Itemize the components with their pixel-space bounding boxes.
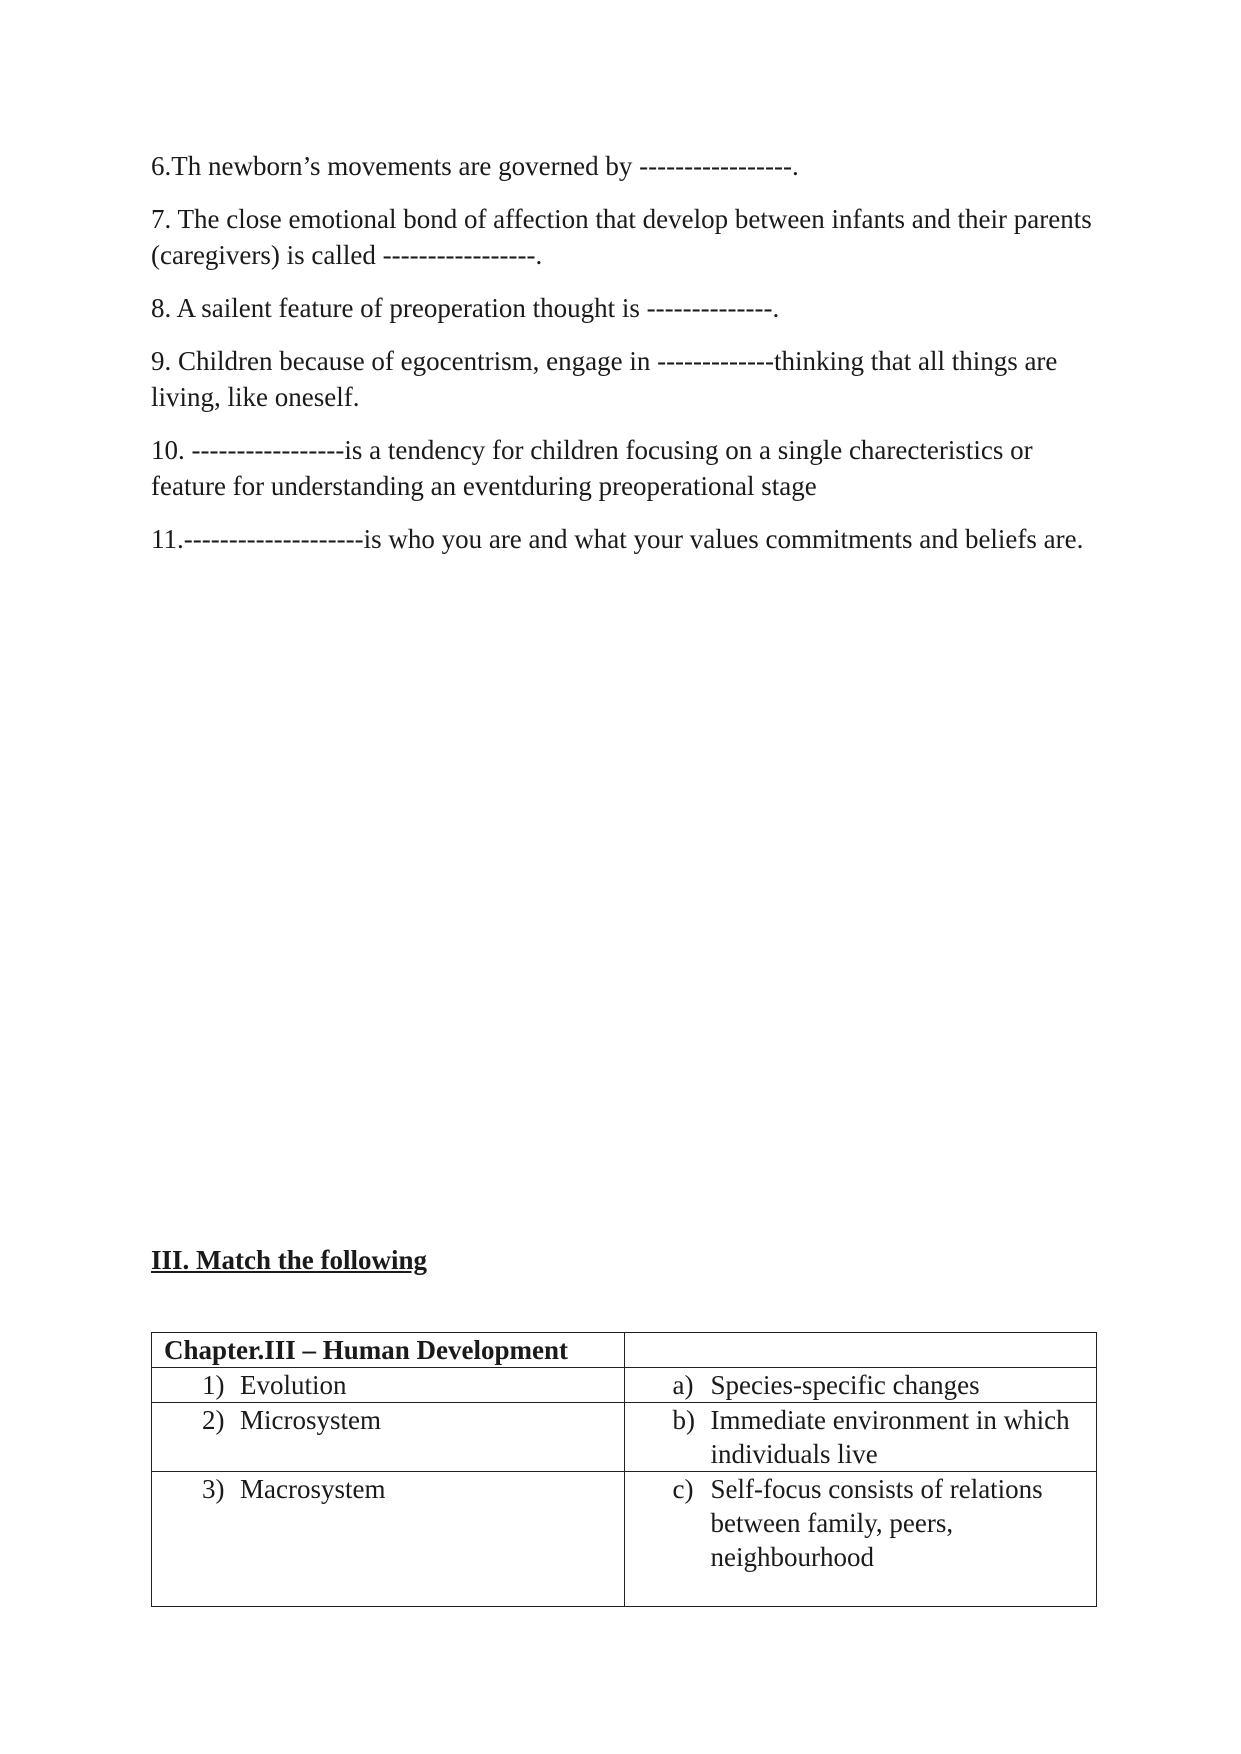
match-left-cell [152,1472,625,1607]
match-table-header-left: Chapter.III – Human Development [152,1333,625,1368]
item-letter: c) [672,1474,694,1504]
match-right-cell [624,1368,1097,1403]
match-table [151,1332,1097,1607]
match-table-header-right [624,1333,1097,1368]
item-number: 2) [202,1405,225,1435]
item-definition: Self-focus consists of relations between family, peers, neighbourhood [710,1474,1043,1572]
match-right-cell [624,1403,1097,1472]
table-row [152,1403,1097,1472]
match-right-cell [624,1472,1097,1607]
fill-in-the-blanks-list [151,148,1101,574]
item-definition: Species-specific changes [710,1370,980,1400]
item-term: Macrosystem [240,1474,386,1504]
item-letter: a) [672,1370,694,1400]
question-8: 8. A sailent feature of preoperation thought is --------------. [151,293,780,323]
section-heading: III. Match the following [151,1245,427,1275]
question-9: 9. Children because of egocentrism, engage in -------------thinking that all things are living, like oneself. [151,346,1058,412]
item-definition: Immediate environment in which individuals live [710,1405,1070,1469]
table-row [152,1368,1097,1403]
match-left-cell [152,1403,625,1472]
match-table-header-row [152,1333,1097,1368]
item-number: 1) [202,1370,225,1400]
item-term: Evolution [240,1370,347,1400]
question-7: 7. The close emotional bond of affection that develop between infants and their parents (caregivers) is called -----------------. [151,204,1092,270]
table-row [152,1472,1097,1607]
question-10: 10. -----------------is a tendency for children focusing on a single charecteristics or feature for understanding an eventduring preoperational stage [151,435,1033,501]
question-6: 6.Th newborn’s movements are governed by -----------------. [151,151,799,181]
item-term: Microsystem [240,1405,381,1435]
item-letter: b) [672,1405,695,1435]
match-left-cell [152,1368,625,1403]
question-11: 11.--------------------is who you are and what your values commitments and beliefs are. [151,524,1084,554]
item-number: 3) [202,1474,225,1504]
